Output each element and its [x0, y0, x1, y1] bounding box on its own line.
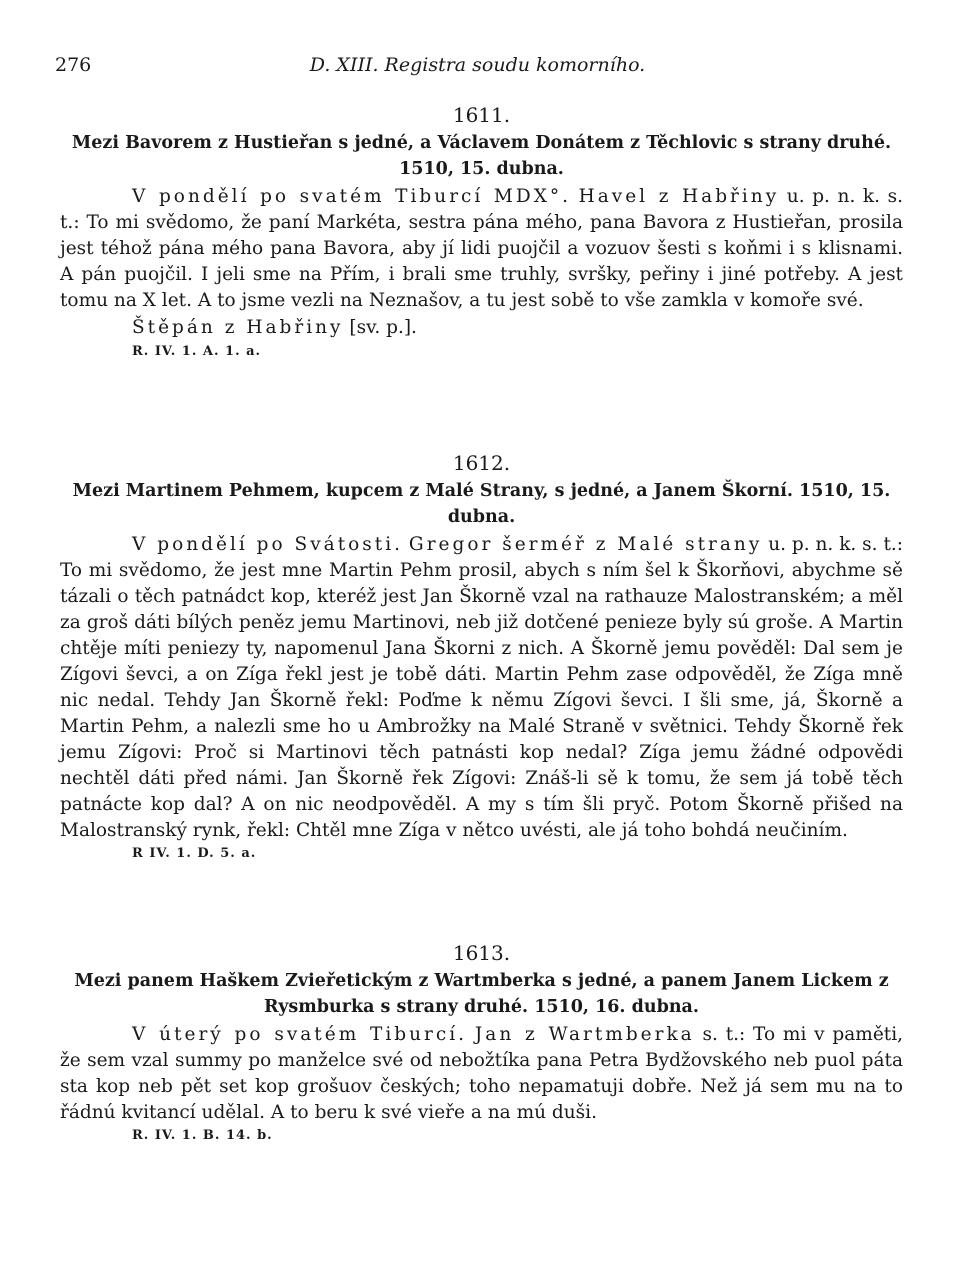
page-number: 276 [55, 54, 92, 76]
witness-name: Havel z Habřiny [578, 186, 780, 207]
testimony-text: u. p. n. k. s. t.: To mi svědomo, že jest mne Martin Pehm prosil, abych s ním šel k Škorňovi, abychme sě tázali o těch patnádct kop, kteréž jest Jan Škorně vzal na rathauze Malostranském; a měl za groš dáti bílých peněz jemu Martinovi, neb již dotčené penieze byly sú groše. A Martin chtěje míti peniezy ty, napomenul Jana Škorni z nich. A Škorně jemu pověděl: Dal sem je Zígovi ševci, a on Zíga řekl jest je tobě dáti. Martin Pehm zase odpověděl, že Zíga mně nic nedal. Tehdy Jan Škorně řekl: Poďme k němu Zígovi ševci. I šli sme, já, Škorně a Martin Pehm, a nalezli sme ho u Ambrožky na Malé Straně v světnici. Tehdy Škorně řek jemu Zígovi: Proč si Martinovi těch patnásti kop nedal? Zíga jemu žádné odpovědi nechtěl dáti před námi. Jan Škorně řek Zígovi: Znáš-li sě k tomu, že sem já tobě těch patnácte kop dal? A on nic neodpověděl. A my s tím šli pryč. Potom Škorně přišed na Malostranský rynk, řekl: Chtěl mne Zíga v nětco uvésti, ale já toho bohdá neučiním. [60, 534, 903, 841]
testimony-text: s. t.: To mi v paměti, že sem vzal summy po manželce své od nebožtíka pana Petra Bydžovského neb puol páta sta kop neb pět set kop grošuov českých; toho nepamatuji dobře. Než já sem mu na to řádnú kvitancí udělal. A to beru k své vieře a na mú duši. [60, 1024, 904, 1123]
signature [60, 314, 903, 342]
signature-name: Štěpán z Habřiny [132, 317, 344, 338]
entry-number: 1612. [452, 451, 511, 475]
testimony-text: u. p. n. k. s. t.: To mi svědomo, že paní Markéta, sestra pána mého, pana Bavora z Hustieřan, prosila jest téhož pána mého pana Bavora, aby jí lidi puojčil a vozuov šesti s koňmi i s klisnami. A pán puojčil. I jeli sme na Přím, i brali sme truhly, svršky, peřiny i jiné potřeby. A jest tomu na X let. A to jsme vezli na Neznašov, a tu jest sobě to vše zamkla v komoře své. [60, 186, 903, 311]
entry-1613 [60, 938, 903, 1146]
witness-name: Jan z Wartmberka [474, 1024, 695, 1045]
heading-line: 1510, 15. dubna. [399, 159, 564, 179]
heading-line: Mezi panem Haškem Zvieřetickým z Wartmberka s jedné, a panem Janem Lickem z Rysmburka s strany druhé. 1510, 16. dubna. [74, 971, 889, 1017]
date-phrase: V úterý po svatém Tiburcí. [132, 1024, 468, 1045]
date-phrase: V pondělí po Svátosti. [132, 534, 404, 555]
entry-heading [60, 968, 903, 1020]
archive-reference: R. IV. 1. B. 14. b. [132, 1128, 273, 1143]
entry-number: 1611. [452, 103, 511, 127]
date-phrase: V pondělí po svatém Tiburcí MDX°. [132, 186, 571, 207]
entry-body [60, 532, 903, 844]
entry-heading [60, 130, 903, 182]
entry-number: 1613. [452, 941, 511, 965]
signature-note: [sv. p.]. [349, 317, 417, 338]
witness-name: Gregor šerméř z Malé strany [408, 534, 763, 555]
running-title: D. XIII. Registra soudu komorního. [309, 54, 646, 76]
archive-reference: R IV. 1. D. 5. a. [132, 846, 257, 861]
entry-body [60, 184, 903, 314]
archive-reference: R. IV. 1. A. 1. a. [132, 344, 262, 359]
heading-line: Mezi Bavorem z Hustieřan s jedné, a Václavem Donátem z Těchlovic s strany druhé. [71, 133, 892, 153]
entry-1611 [60, 100, 903, 362]
entry-body [60, 1022, 903, 1126]
heading-line: Mezi Martinem Pehmem, kupcem z Malé Strany, s jedné, a Janem Škorní. 1510, 15. dubna. [72, 481, 891, 527]
entry-heading [60, 478, 903, 530]
running-head [55, 54, 900, 82]
entry-1612 [60, 448, 903, 864]
